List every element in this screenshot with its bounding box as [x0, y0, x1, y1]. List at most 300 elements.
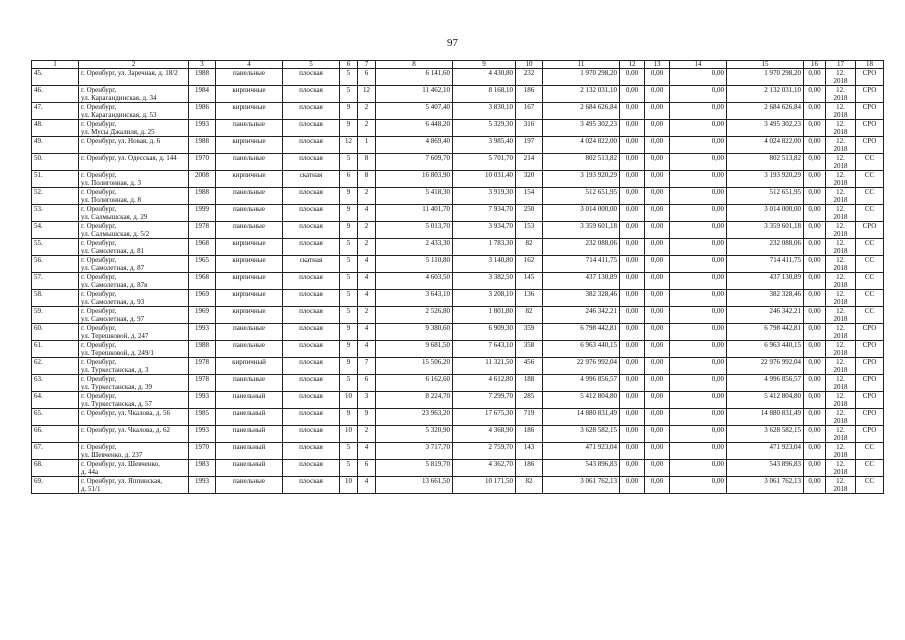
col14-cell: 0,00: [670, 86, 727, 103]
entrances-cell: 7: [358, 358, 376, 375]
cost-cell: 4 996 856,57: [543, 375, 620, 392]
method-cell: СРО: [856, 86, 884, 103]
table-row: [32, 171, 884, 188]
address-cell: г. Оренбург, ул. Салмышская, д. 29: [79, 205, 189, 222]
year-cell: 2008: [189, 171, 216, 188]
floors-cell: 5: [340, 443, 358, 460]
col15-cell: 246 342,21: [727, 307, 804, 324]
column-number: 15: [727, 61, 804, 69]
residents-cell: 186: [516, 460, 543, 477]
living-area-cell: 2 759,70: [453, 443, 516, 460]
table-row: [32, 137, 884, 154]
row-number: 61.: [32, 341, 79, 358]
residents-cell: 250: [516, 205, 543, 222]
column-number: 7: [358, 61, 376, 69]
table-row: [32, 290, 884, 307]
residents-cell: 197: [516, 137, 543, 154]
column-number: 1: [32, 61, 79, 69]
cost-cell: 512 651,95: [543, 188, 620, 205]
year-cell: 1986: [189, 103, 216, 120]
table-row: [32, 120, 884, 137]
cost-cell: 543 896,83: [543, 460, 620, 477]
total-area-cell: 11 462,10: [376, 86, 453, 103]
method-cell: СРО: [856, 375, 884, 392]
col14-cell: 0,00: [670, 69, 727, 86]
completion-date-cell: 12. 2018: [826, 375, 856, 392]
total-area-cell: 7 609,70: [376, 154, 453, 171]
col13-cell: 0,00: [645, 120, 670, 137]
col14-cell: 0,00: [670, 256, 727, 273]
row-number: 50.: [32, 154, 79, 171]
method-cell: СС: [856, 188, 884, 205]
wall-material-cell: панельный: [216, 392, 283, 409]
table-row: [32, 273, 884, 290]
method-cell: СРО: [856, 324, 884, 341]
completion-date-cell: 12. 2018: [826, 205, 856, 222]
column-number: 2: [79, 61, 189, 69]
floors-cell: 10: [340, 426, 358, 443]
row-number: 51.: [32, 171, 79, 188]
year-cell: 1965: [189, 256, 216, 273]
living-area-cell: 7 643,10: [453, 341, 516, 358]
col15-cell: 14 880 831,49: [727, 409, 804, 426]
column-number: 8: [376, 61, 453, 69]
floors-cell: 5: [340, 86, 358, 103]
residents-cell: 154: [516, 188, 543, 205]
address-cell: г. Оренбург, ул. Шевченко, д. 237: [79, 443, 189, 460]
table-row: [32, 392, 884, 409]
wall-material-cell: панельные: [216, 341, 283, 358]
row-number: 63.: [32, 375, 79, 392]
cost-cell: 14 880 831,49: [543, 409, 620, 426]
wall-material-cell: кирпичные: [216, 290, 283, 307]
col13-cell: 0,00: [645, 222, 670, 239]
address-cell: г. Оренбург, ул. Новая, д. 6: [79, 137, 189, 154]
wall-material-cell: панельный: [216, 443, 283, 460]
col15-cell: 5 412 804,80: [727, 392, 804, 409]
address-cell: г. Оренбург, ул. Терешковой, д. 249/1: [79, 341, 189, 358]
entrances-cell: 2: [358, 426, 376, 443]
floors-cell: 9: [340, 120, 358, 137]
cost-cell: 246 342,21: [543, 307, 620, 324]
cost-cell: 2 132 031,10: [543, 86, 620, 103]
total-area-cell: 4 603,50: [376, 273, 453, 290]
col14-cell: 0,00: [670, 120, 727, 137]
col15-cell: 3 014 000,00: [727, 205, 804, 222]
col16-cell: 0,00: [804, 120, 826, 137]
col12-cell: 0,00: [620, 273, 645, 290]
col16-cell: 0,00: [804, 86, 826, 103]
address-cell: г. Оренбург, ул. Карагандинская, д. 34: [79, 86, 189, 103]
floors-cell: 5: [340, 239, 358, 256]
completion-date-cell: 12. 2018: [826, 137, 856, 154]
entrances-cell: 8: [358, 154, 376, 171]
entrances-cell: 2: [358, 222, 376, 239]
year-cell: 1968: [189, 273, 216, 290]
completion-date-cell: 12. 2018: [826, 171, 856, 188]
col12-cell: 0,00: [620, 69, 645, 86]
address-cell: г. Оренбург, ул. Заречная, д. 18/2: [79, 69, 189, 86]
cost-cell: 4 024 822,00: [543, 137, 620, 154]
address-cell: г. Оренбург, ул. Полигонная, д. 3: [79, 171, 189, 188]
row-number: 52.: [32, 188, 79, 205]
col12-cell: 0,00: [620, 103, 645, 120]
row-number: 60.: [32, 324, 79, 341]
col16-cell: 0,00: [804, 154, 826, 171]
table-row: [32, 307, 884, 324]
roof-type-cell: плоская: [283, 324, 340, 341]
floors-cell: 5: [340, 256, 358, 273]
table-row: [32, 103, 884, 120]
col13-cell: 0,00: [645, 460, 670, 477]
col14-cell: 0,00: [670, 426, 727, 443]
row-number: 48.: [32, 120, 79, 137]
residents-cell: 232: [516, 69, 543, 86]
floors-cell: 5: [340, 375, 358, 392]
table-row: [32, 375, 884, 392]
col13-cell: 0,00: [645, 137, 670, 154]
residents-cell: 143: [516, 443, 543, 460]
total-area-cell: 2 526,80: [376, 307, 453, 324]
method-cell: СС: [856, 256, 884, 273]
cost-cell: 714 411,75: [543, 256, 620, 273]
col14-cell: 0,00: [670, 307, 727, 324]
col13-cell: 0,00: [645, 171, 670, 188]
col14-cell: 0,00: [670, 103, 727, 120]
entrances-cell: 4: [358, 443, 376, 460]
col14-cell: 0,00: [670, 460, 727, 477]
row-number: 67.: [32, 443, 79, 460]
wall-material-cell: панельные: [216, 222, 283, 239]
roof-type-cell: плоская: [283, 477, 340, 494]
method-cell: СРО: [856, 222, 884, 239]
entrances-cell: 4: [358, 273, 376, 290]
entrances-cell: 4: [358, 205, 376, 222]
wall-material-cell: кирпичные: [216, 239, 283, 256]
living-area-cell: 10 031,40: [453, 171, 516, 188]
year-cell: 1983: [189, 460, 216, 477]
row-number: 64.: [32, 392, 79, 409]
col16-cell: 0,00: [804, 205, 826, 222]
completion-date-cell: 12. 2018: [826, 392, 856, 409]
cost-cell: 437 130,89: [543, 273, 620, 290]
cost-cell: 382 328,46: [543, 290, 620, 307]
cost-cell: 22 976 992,04: [543, 358, 620, 375]
roof-type-cell: плоская: [283, 205, 340, 222]
roof-type-cell: плоская: [283, 137, 340, 154]
row-number: 68.: [32, 460, 79, 477]
roof-type-cell: плоская: [283, 392, 340, 409]
living-area-cell: 4 430,80: [453, 69, 516, 86]
wall-material-cell: панельный: [216, 426, 283, 443]
row-number: 46.: [32, 86, 79, 103]
col15-cell: 4 024 822,00: [727, 137, 804, 154]
col16-cell: 0,00: [804, 426, 826, 443]
col12-cell: 0,00: [620, 460, 645, 477]
floors-cell: 9: [340, 324, 358, 341]
residents-cell: 456: [516, 358, 543, 375]
cost-cell: 5 412 804,80: [543, 392, 620, 409]
row-number: 53.: [32, 205, 79, 222]
living-area-cell: 4 362,70: [453, 460, 516, 477]
col15-cell: 3 495 302,23: [727, 120, 804, 137]
row-number: 59.: [32, 307, 79, 324]
table-row: [32, 205, 884, 222]
roof-type-cell: плоская: [283, 120, 340, 137]
residents-cell: 162: [516, 256, 543, 273]
method-cell: СРО: [856, 426, 884, 443]
total-area-cell: 5 013,70: [376, 222, 453, 239]
col16-cell: 0,00: [804, 171, 826, 188]
method-cell: СРО: [856, 69, 884, 86]
cost-cell: 1 970 298,20: [543, 69, 620, 86]
cost-cell: 3 193 920,29: [543, 171, 620, 188]
living-area-cell: 3 919,30: [453, 188, 516, 205]
completion-date-cell: 12. 2018: [826, 239, 856, 256]
row-number: 65.: [32, 409, 79, 426]
entrances-cell: 2: [358, 239, 376, 256]
living-area-cell: 3 830,10: [453, 103, 516, 120]
floors-cell: 9: [340, 222, 358, 239]
residents-cell: 188: [516, 375, 543, 392]
col16-cell: 0,00: [804, 188, 826, 205]
table-row: [32, 86, 884, 103]
col15-cell: 22 976 992,04: [727, 358, 804, 375]
residents-cell: 214: [516, 154, 543, 171]
roof-type-cell: плоская: [283, 69, 340, 86]
total-area-cell: 11 401,70: [376, 205, 453, 222]
col14-cell: 0,00: [670, 188, 727, 205]
row-number: 49.: [32, 137, 79, 154]
col15-cell: 232 088,06: [727, 239, 804, 256]
roof-type-cell: плоская: [283, 103, 340, 120]
col13-cell: 0,00: [645, 358, 670, 375]
address-cell: г. Оренбург, ул. Чкалова, д. 62: [79, 426, 189, 443]
table-row: [32, 358, 884, 375]
col15-cell: 437 130,89: [727, 273, 804, 290]
col16-cell: 0,00: [804, 290, 826, 307]
col13-cell: 0,00: [645, 290, 670, 307]
col15-cell: 3 359 601,18: [727, 222, 804, 239]
col12-cell: 0,00: [620, 324, 645, 341]
completion-date-cell: 12. 2018: [826, 443, 856, 460]
completion-date-cell: 12. 2018: [826, 273, 856, 290]
method-cell: СС: [856, 290, 884, 307]
wall-material-cell: панельный: [216, 409, 283, 426]
entrances-cell: 6: [358, 69, 376, 86]
year-cell: 1969: [189, 290, 216, 307]
col16-cell: 0,00: [804, 222, 826, 239]
cost-cell: 2 684 626,84: [543, 103, 620, 120]
living-area-cell: 3 382,50: [453, 273, 516, 290]
completion-date-cell: 12. 2018: [826, 358, 856, 375]
roof-type-cell: плоская: [283, 443, 340, 460]
col13-cell: 0,00: [645, 341, 670, 358]
year-cell: 1999: [189, 205, 216, 222]
col14-cell: 0,00: [670, 137, 727, 154]
col12-cell: 0,00: [620, 477, 645, 494]
floors-cell: 9: [340, 409, 358, 426]
method-cell: СРО: [856, 358, 884, 375]
residents-cell: 719: [516, 409, 543, 426]
floors-cell: 5: [340, 273, 358, 290]
col16-cell: 0,00: [804, 307, 826, 324]
column-number: 16: [804, 61, 826, 69]
wall-material-cell: панельные: [216, 188, 283, 205]
col12-cell: 0,00: [620, 426, 645, 443]
roof-type-cell: плоская: [283, 290, 340, 307]
address-cell: г. Оренбург, ул. Яппинская, д. 51/1: [79, 477, 189, 494]
living-area-cell: 3 985,40: [453, 137, 516, 154]
cost-cell: 232 088,06: [543, 239, 620, 256]
wall-material-cell: панельный: [216, 460, 283, 477]
table-body: [32, 69, 884, 494]
entrances-cell: 6: [358, 375, 376, 392]
total-area-cell: 5 418,30: [376, 188, 453, 205]
cost-cell: 802 513,82: [543, 154, 620, 171]
col14-cell: 0,00: [670, 409, 727, 426]
cost-cell: 6 798 442,81: [543, 324, 620, 341]
col12-cell: 0,00: [620, 375, 645, 392]
year-cell: 1985: [189, 409, 216, 426]
total-area-cell: 9 681,50: [376, 341, 453, 358]
address-cell: г. Оренбург, ул. Шевченко, д. 44а: [79, 460, 189, 477]
wall-material-cell: панельные: [216, 120, 283, 137]
total-area-cell: 15 506,20: [376, 358, 453, 375]
completion-date-cell: 12. 2018: [826, 426, 856, 443]
residents-cell: 186: [516, 426, 543, 443]
table-row: [32, 188, 884, 205]
total-area-cell: 4 869,40: [376, 137, 453, 154]
roof-type-cell: плоская: [283, 358, 340, 375]
col14-cell: 0,00: [670, 392, 727, 409]
table-row: [32, 154, 884, 171]
residents-cell: 358: [516, 341, 543, 358]
col15-cell: 471 923,04: [727, 443, 804, 460]
roof-type-cell: плоская: [283, 86, 340, 103]
col14-cell: 0,00: [670, 205, 727, 222]
year-cell: 1978: [189, 375, 216, 392]
year-cell: 1970: [189, 154, 216, 171]
floors-cell: 5: [340, 290, 358, 307]
address-cell: г. Оренбург, ул. Самолетная, д. 81: [79, 239, 189, 256]
col14-cell: 0,00: [670, 290, 727, 307]
living-area-cell: 5 329,30: [453, 120, 516, 137]
residents-cell: 153: [516, 222, 543, 239]
total-area-cell: 9 380,60: [376, 324, 453, 341]
col13-cell: 0,00: [645, 239, 670, 256]
year-cell: 1988: [189, 188, 216, 205]
cost-cell: 3 359 601,18: [543, 222, 620, 239]
wall-material-cell: панельные: [216, 324, 283, 341]
year-cell: 1978: [189, 222, 216, 239]
col16-cell: 0,00: [804, 69, 826, 86]
col13-cell: 0,00: [645, 409, 670, 426]
col12-cell: 0,00: [620, 307, 645, 324]
wall-material-cell: панельные: [216, 477, 283, 494]
entrances-cell: 2: [358, 307, 376, 324]
col13-cell: 0,00: [645, 103, 670, 120]
residents-cell: 316: [516, 120, 543, 137]
entrances-cell: 8: [358, 171, 376, 188]
entrances-cell: 6: [358, 460, 376, 477]
living-area-cell: 17 675,30: [453, 409, 516, 426]
col13-cell: 0,00: [645, 273, 670, 290]
year-cell: 1968: [189, 239, 216, 256]
total-area-cell: 2 433,30: [376, 239, 453, 256]
row-number: 69.: [32, 477, 79, 494]
col16-cell: 0,00: [804, 137, 826, 154]
entrances-cell: 2: [358, 120, 376, 137]
floors-cell: 9: [340, 341, 358, 358]
residents-cell: 320: [516, 171, 543, 188]
col13-cell: 0,00: [645, 205, 670, 222]
col15-cell: 3 628 582,15: [727, 426, 804, 443]
col12-cell: 0,00: [620, 188, 645, 205]
roof-type-cell: плоская: [283, 426, 340, 443]
entrances-cell: 4: [358, 324, 376, 341]
address-cell: г. Оренбург, ул. Туркестанская, д. 57: [79, 392, 189, 409]
col15-cell: 2 684 626,84: [727, 103, 804, 120]
roof-type-cell: плоская: [283, 460, 340, 477]
entrances-cell: 4: [358, 290, 376, 307]
table-row: [32, 222, 884, 239]
roof-type-cell: скатная: [283, 171, 340, 188]
year-cell: 1993: [189, 120, 216, 137]
table-row: [32, 341, 884, 358]
cost-cell: 3 628 582,15: [543, 426, 620, 443]
year-cell: 1988: [189, 137, 216, 154]
col13-cell: 0,00: [645, 443, 670, 460]
row-number: 54.: [32, 222, 79, 239]
col15-cell: 4 996 856,57: [727, 375, 804, 392]
page-number: 97: [447, 37, 458, 49]
entrances-cell: 4: [358, 477, 376, 494]
living-area-cell: 11 321,50: [453, 358, 516, 375]
year-cell: 1993: [189, 477, 216, 494]
completion-date-cell: 12. 2018: [826, 477, 856, 494]
completion-date-cell: 12. 2018: [826, 290, 856, 307]
roof-type-cell: скатная: [283, 256, 340, 273]
residents-cell: 359: [516, 324, 543, 341]
row-number: 56.: [32, 256, 79, 273]
col15-cell: 543 896,83: [727, 460, 804, 477]
col13-cell: 0,00: [645, 375, 670, 392]
floors-cell: 9: [340, 205, 358, 222]
col15-cell: 714 411,75: [727, 256, 804, 273]
residents-cell: 167: [516, 103, 543, 120]
method-cell: СС: [856, 477, 884, 494]
cost-cell: 3 495 302,23: [543, 120, 620, 137]
method-cell: СС: [856, 460, 884, 477]
address-cell: г. Оренбург, ул. Карагандинская, д. 53: [79, 103, 189, 120]
col12-cell: 0,00: [620, 256, 645, 273]
completion-date-cell: 12. 2018: [826, 154, 856, 171]
completion-date-cell: 12. 2018: [826, 222, 856, 239]
total-area-cell: 5 407,40: [376, 103, 453, 120]
completion-date-cell: 12. 2018: [826, 103, 856, 120]
method-cell: СРО: [856, 103, 884, 120]
wall-material-cell: панельные: [216, 205, 283, 222]
year-cell: 1988: [189, 341, 216, 358]
col12-cell: 0,00: [620, 171, 645, 188]
cost-cell: 471 923,04: [543, 443, 620, 460]
total-area-cell: 13 661,50: [376, 477, 453, 494]
col15-cell: 802 513,82: [727, 154, 804, 171]
residents-cell: 82: [516, 477, 543, 494]
method-cell: СС: [856, 154, 884, 171]
year-cell: 1978: [189, 358, 216, 375]
